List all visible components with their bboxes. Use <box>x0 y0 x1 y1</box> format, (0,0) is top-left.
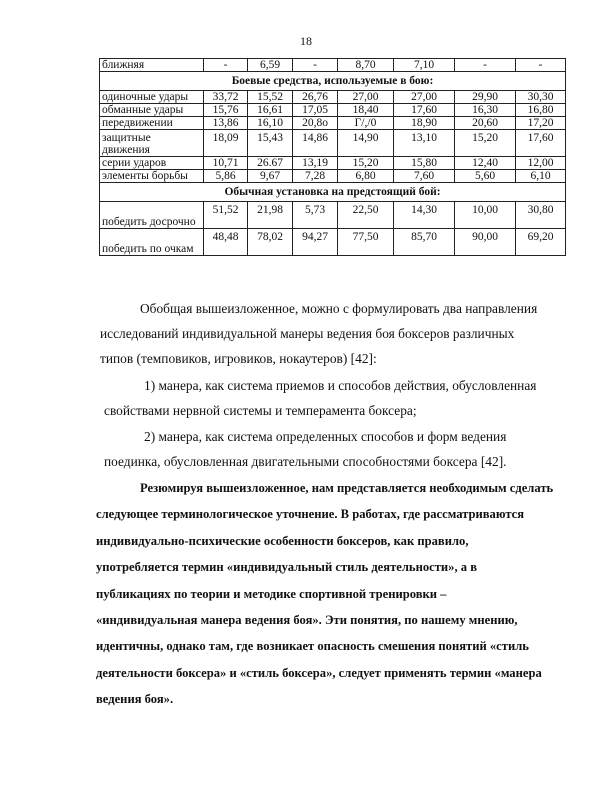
table-cell: 15,20 <box>455 130 516 157</box>
table-cell: Г/,/0 <box>338 117 394 130</box>
table-cell: 30,80 <box>516 202 566 229</box>
table-cell: 5,86 <box>204 170 248 183</box>
table-row <box>100 229 566 256</box>
table-cell: 13,19 <box>293 157 338 170</box>
text-line: индивидуально-психические особенности боксеров, как правило, <box>96 533 469 548</box>
table-cell: 10,00 <box>455 202 516 229</box>
table-row <box>100 157 566 170</box>
section-title: Боевые средства, используемые в бою: <box>100 72 566 91</box>
table-cell: 77,50 <box>338 229 394 256</box>
table-cell: 18,09 <box>204 130 248 157</box>
row-label: ближняя <box>100 59 204 72</box>
table-row <box>100 170 566 183</box>
table-cell: 7,28 <box>293 170 338 183</box>
text-line: следующее терминологическое уточнение. В работах, где рассматриваются <box>96 507 525 522</box>
text-line: типов (темповиков, игровиков, нокаутеров) [42]: <box>100 351 377 366</box>
table-cell: 17,20 <box>516 117 566 130</box>
text-line: 2) манера, как система определенных способов и форм ведения <box>144 429 507 444</box>
row-label: обманные удары <box>100 104 204 117</box>
text-line: Обобщая вышеизложенное, можно с формулировать два направления <box>140 301 538 316</box>
table-cell: 16,10 <box>248 117 293 130</box>
table-body <box>100 59 566 256</box>
table-cell: 15,43 <box>248 130 293 157</box>
table-cell: 48,48 <box>204 229 248 256</box>
table-cell: 27,00 <box>394 91 455 104</box>
table-cell: 14,30 <box>394 202 455 229</box>
table-cell: 5,73 <box>293 202 338 229</box>
paragraph-item-2 <box>104 424 562 474</box>
text-line: 1) манера, как система приемов и способов действия, обусловленная <box>144 378 537 393</box>
table-row <box>100 59 566 72</box>
text-line: публикациях по теории и методике спортивной тренировки – <box>96 586 447 601</box>
table-cell: 13,86 <box>204 117 248 130</box>
table-cell: 29,90 <box>455 91 516 104</box>
table-cell: 7,10 <box>394 59 455 72</box>
table-section-header <box>100 72 566 91</box>
table-cell: 69,20 <box>516 229 566 256</box>
text-line: деятельности боксера» и «стиль боксера», следует применять термин «манера <box>96 665 542 680</box>
table-cell: 10,71 <box>204 157 248 170</box>
table-cell: 9,67 <box>248 170 293 183</box>
text-line: исследований индивидуальной манеры ведения боя боксеров различных <box>100 326 515 341</box>
paragraph-summary <box>100 296 562 371</box>
table-cell: 18,40 <box>338 104 394 117</box>
table-cell: 26,76 <box>293 91 338 104</box>
table-cell: 16,61 <box>248 104 293 117</box>
text-line: Резюмируя вышеизложенное, нам представляется необходимым сделать <box>140 481 554 495</box>
table-cell: 51,52 <box>204 202 248 229</box>
table-cell: 18,90 <box>394 117 455 130</box>
section-title: Обычная установка на предстоящий бой: <box>100 183 566 202</box>
table-cell: 15,52 <box>248 91 293 104</box>
paragraph-item-1 <box>104 373 562 423</box>
table-cell: 7,60 <box>394 170 455 183</box>
table-cell: 17,60 <box>394 104 455 117</box>
text-line: ведения боя». <box>96 692 174 707</box>
table-cell: 14,86 <box>293 130 338 157</box>
text-line: «индивидуальная манера ведения боя». Эти понятия, по нашему мнению, <box>96 613 518 628</box>
table-cell: 15,20 <box>338 157 394 170</box>
page-number: 18 <box>300 34 312 48</box>
text-line: идентичны, однако там, где возникает опасность смешения понятий «стиль <box>96 639 529 654</box>
table-cell: 6,59 <box>248 59 293 72</box>
table-row <box>100 202 566 229</box>
row-label: элементы борьбы <box>100 170 204 183</box>
table-cell: 16,80 <box>516 104 566 117</box>
table-section-header <box>100 183 566 202</box>
table-cell: 21,98 <box>248 202 293 229</box>
row-label: передвижении <box>100 117 204 130</box>
table-cell: 20,60 <box>455 117 516 130</box>
table-cell: 17,05 <box>293 104 338 117</box>
row-label: победить по очкам <box>100 229 204 256</box>
table-cell: 12,00 <box>516 157 566 170</box>
table-cell: 16,30 <box>455 104 516 117</box>
text-line: поединка, обусловленная двигательными способностями боксера [42]. <box>104 454 507 469</box>
table-cell: 15,76 <box>204 104 248 117</box>
table-cell: 17,60 <box>516 130 566 157</box>
table-cell: 6,10 <box>516 170 566 183</box>
table-cell: 12,40 <box>455 157 516 170</box>
table-cell: 15,80 <box>394 157 455 170</box>
table-cell: 78,02 <box>248 229 293 256</box>
table-cell: 13,10 <box>394 130 455 157</box>
row-label: победить досрочно <box>100 202 204 229</box>
row-label: серии ударов <box>100 157 204 170</box>
table-cell: 94,27 <box>293 229 338 256</box>
table-cell: 33,72 <box>204 91 248 104</box>
table-cell: 90,00 <box>455 229 516 256</box>
row-label: одиночные удары <box>100 91 204 104</box>
table-cell: 20,8о <box>293 117 338 130</box>
table-row <box>100 117 566 130</box>
table-cell: 22,50 <box>338 202 394 229</box>
table-cell: - <box>516 59 566 72</box>
table-cell: 85,70 <box>394 229 455 256</box>
table-cell: 14,90 <box>338 130 394 157</box>
row-label: защитные движения <box>100 130 204 157</box>
table-cell: 30,30 <box>516 91 566 104</box>
paragraph-conclusion <box>96 475 566 713</box>
text-line: употребляется термин «индивидуальный стиль деятельности», а в <box>96 560 478 575</box>
table-cell: 27,00 <box>338 91 394 104</box>
table-row <box>100 104 566 117</box>
table-row <box>100 130 566 157</box>
table-cell: 8,70 <box>338 59 394 72</box>
table-cell: - <box>204 59 248 72</box>
table-row <box>100 91 566 104</box>
results-table <box>99 58 566 256</box>
table-cell: 5,60 <box>455 170 516 183</box>
text-line: свойствами нервной системы и темперамента боксера; <box>104 403 417 418</box>
table-cell: - <box>455 59 516 72</box>
table-cell: - <box>293 59 338 72</box>
table-cell: 26.67 <box>248 157 293 170</box>
table-cell: 6,80 <box>338 170 394 183</box>
